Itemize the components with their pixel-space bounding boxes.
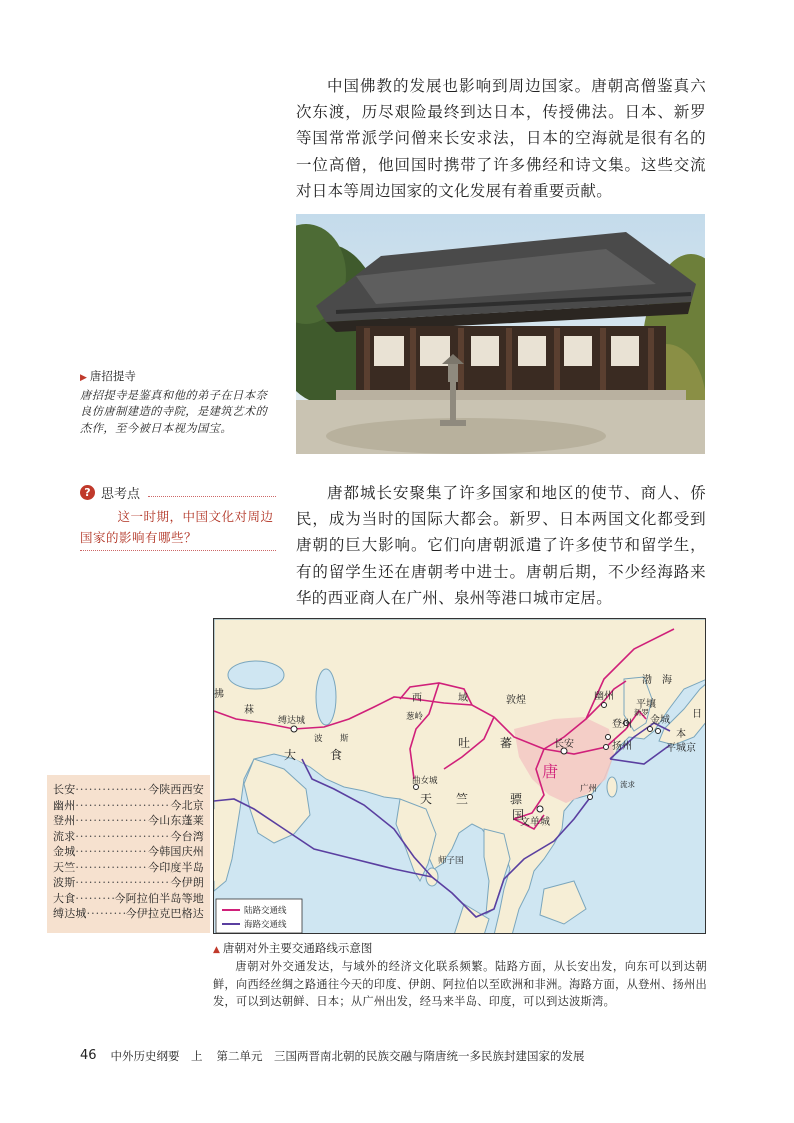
map-label-pingrang: 平壤 xyxy=(636,699,656,710)
think-point-title: 思考点 xyxy=(101,486,141,502)
map-label-yu: 域 xyxy=(458,693,468,704)
map-label-qunuscheng: 曲女城 xyxy=(412,776,438,786)
map-caption xyxy=(213,940,707,1011)
map-caption-title: 唐朝对外主要交通路线示意图 xyxy=(222,941,373,955)
map-label-changan: 长安 xyxy=(554,739,574,750)
think-point-question: 这一时期，中国文化对周边国家的影响有哪些？ xyxy=(80,506,276,551)
toshodaiji-photo xyxy=(296,214,705,454)
glossary-row: 金城 ····· 今韩国庆州 xyxy=(53,844,204,860)
map-label-si: 斯 xyxy=(340,734,349,744)
map-label-youzhou: 幽州 xyxy=(594,691,614,702)
page-footer xyxy=(80,1048,585,1064)
book-title: 中外历史纲要 上 xyxy=(110,1049,203,1063)
map-label-shiziguo: 师子国 xyxy=(438,856,464,866)
place-name-glossary xyxy=(47,775,210,933)
map-label-bohai-1: 渤 xyxy=(642,675,652,686)
map-caption-body: 唐朝对外交通发达，与域外的经济文化联系频繁。陆路方面，从长安出发，向东可以到达朝鲜，向西经丝绸之路通往今天的印度、伊朗、阿拉伯以至欧洲和非洲。海路方面，从登州、扬州出发，可以到达朝鲜、日本；从广州出发，经马来半岛、印度，可以到达波斯湾。 xyxy=(213,960,707,1008)
photo-caption-title: 唐招提寺 xyxy=(89,369,136,383)
glossary-row: 缚达城 ····· 今伊拉克巴格达 xyxy=(53,906,204,922)
map-label-bo: 波 xyxy=(314,734,323,744)
page-number: 46 xyxy=(80,1048,97,1063)
glossary-row: 天竺 ····· 今印度半岛 xyxy=(53,860,204,876)
think-point-box xyxy=(80,482,276,551)
map-label-zhu: 竺 xyxy=(456,792,469,806)
glossary-row: 幽州 ····· 今北京 xyxy=(53,798,204,814)
question-mark-icon: ? xyxy=(80,485,95,500)
map-label-tu: 吐 xyxy=(458,736,471,750)
map-label-shi: 食 xyxy=(330,748,343,762)
map-label-congling: 葱岭 xyxy=(406,712,424,722)
dotted-divider xyxy=(148,487,276,497)
map-label-ben: 本 xyxy=(676,729,686,740)
map-label-fan: 蕃 xyxy=(500,736,513,750)
triangle-up-icon: ▲ xyxy=(213,945,220,955)
map-label-lin: 菻 xyxy=(244,705,254,716)
map-label-tang: 唐 xyxy=(542,762,559,781)
glossary-row: 登州 ····· 今山东蓬莱 xyxy=(53,813,204,829)
map-label-dengzhou: 登州 xyxy=(612,719,632,730)
glossary-row: 流求 ····· 今台湾 xyxy=(53,829,204,845)
map-label-wendancheng: 文单城 xyxy=(520,817,550,828)
map-label-guo: 国 xyxy=(512,808,525,822)
map-label-guangzhou: 广州 xyxy=(580,784,598,794)
map-label-ri: 日 xyxy=(692,709,702,720)
map-label-liuqiu: 流求 xyxy=(620,780,635,789)
map-label-pingchengjing: 平城京 xyxy=(666,743,696,754)
glossary-row: 波斯 ····· 今伊朗 xyxy=(53,875,204,891)
triangle-marker-icon: ▶ xyxy=(80,373,87,383)
map-label-tian: 天 xyxy=(420,792,433,806)
map-label-xinluo: 新罗 xyxy=(634,708,649,717)
photo-caption xyxy=(80,368,276,437)
map-label-yangzhou: 扬州 xyxy=(612,741,632,752)
photo-caption-body: 唐招提寺是鉴真和他的弟子在日本奈良仿唐制建造的寺院，是建筑艺术的杰作，至今被日本视为国宝。 xyxy=(80,388,268,435)
unit-title: 第二单元 三国两晋南北朝的民族交融与隋唐统一多民族封建国家的发展 xyxy=(216,1049,585,1063)
map-label-xi: 西 xyxy=(412,693,422,704)
map-label-jincheng: 金城 xyxy=(650,715,670,726)
tang-routes-map xyxy=(213,618,706,934)
map-label-fudacheng: 缚达城 xyxy=(278,716,306,726)
map-label-fu: 拂 xyxy=(214,689,224,700)
map-label-bohai-2: 海 xyxy=(662,675,672,686)
glossary-row: 长安 ····· 今陕西西安 xyxy=(53,782,204,798)
legend-land: 陆路交通线 xyxy=(244,906,287,916)
paragraph-changan: 唐都城长安聚集了许多国家和地区的使节、商人、侨民，成为当时的国际大都会。新罗、日本两国文化都受到唐朝的巨大影响。它们向唐朝派遣了许多使节和留学生，有的留学生还在唐朝考中进士。唐朝后期，不少经海路来华的西亚商人在广州、泉州等港口城市定居。 xyxy=(296,484,706,607)
map-label-da: 大 xyxy=(284,748,297,762)
legend-sea: 海路交通线 xyxy=(244,920,287,930)
glossary-row: 大食 ····· 今阿拉伯半岛等地 xyxy=(53,891,204,907)
map-label-dunhuang: 敦煌 xyxy=(506,695,526,706)
map-label-piao: 骠 xyxy=(510,792,523,806)
paragraph-buddhism: 中国佛教的发展也影响到周边国家。唐朝高僧鉴真六次东渡，历尽艰险最终到达日本，传授佛法。日本、新罗等国常常派学问僧来长安求法，日本的空海就是很有名的一位高僧，他回国时携带了许多佛经和诗文集。这些交流对日本等周边国家的文化发展有着重要贡献。 xyxy=(296,77,706,200)
